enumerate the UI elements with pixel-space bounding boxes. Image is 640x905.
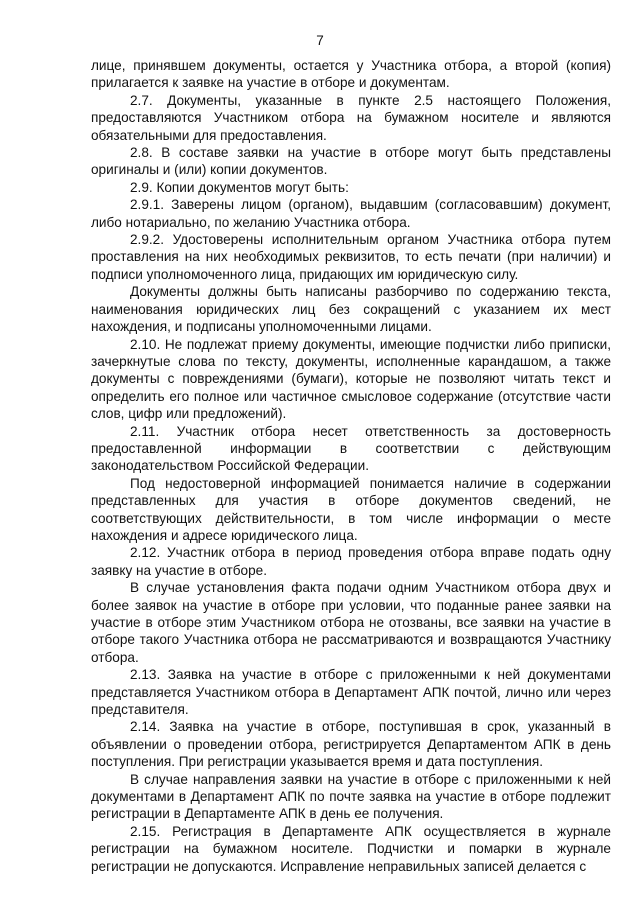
- document-body: [91, 57, 611, 875]
- paragraph-2-9-1: 2.9.1. Заверены лицом (органом), выдавшим (согласовавшим) документ, либо нотариально, по желанию Участника отбора.: [91, 197, 611, 230]
- paragraph-2-8: 2.8. В составе заявки на участие в отборе могут быть представлены оригиналы и (или) копии документов.: [91, 145, 611, 178]
- paragraph-2-14: 2.14. Заявка на участие в отборе, поступившая в срок, указанный в объявлении о проведении отбора, регистрируется Департаментом АПК в день поступления. При регистрации указывается время и дата поступления.: [91, 719, 611, 770]
- paragraph-2-13: 2.13. Заявка на участие в отборе с приложенными к ней документами представляется Участником отбора в Департамент АПК почтой, лично или через представителя.: [91, 667, 611, 718]
- paragraph-2-9-2: 2.9.2. Удостоверены исполнительным органом Участника отбора путем проставления на них необходимых реквизитов, то есть печати (при наличии) и подписи уполномоченного лица, придающих им юридическую силу.: [91, 232, 611, 282]
- page-number: 7: [316, 33, 324, 48]
- paragraph-multiple-applications: В случае установления факта подачи одним Участником отбора двух и более заявок на участие в отборе при условии, что поданные ранее заявки на участие в отборе этим Участником отбора не отозваны, все заявки на участие в отборе такого Участника отбора не рассматриваются и возвращаются Участнику отбора.: [91, 580, 611, 665]
- paragraph-postal-submission: В случае направления заявки на участие в отборе с приложенными к ней документами в Департамент АПК по почте заявка на участие в отборе подлежит регистрации в Департаменте АПК в день ее получения.: [91, 771, 611, 822]
- paragraph-continuation: лице, принявшем документы, остается у Участника отбора, а второй (копия) прилагается к заявке на участие в отборе и документам.: [91, 58, 611, 91]
- paragraph-2-11: 2.11. Участник отбора несет ответственность за достоверность предоставленной информации в соответствии с действующим законодательством Российской Федерации.: [91, 423, 611, 474]
- paragraph-2-12: 2.12. Участник отбора в период проведения отбора вправе подать одну заявку на участие в отборе.: [91, 545, 611, 578]
- paragraph-2-7: 2.7. Документы, указанные в пункте 2.5 настоящего Положения, предоставляются Участником отбора на бумажном носителе и являются обязательными для предоставления.: [91, 92, 611, 143]
- paragraph-2-10: 2.10. Не подлежат приему документы, имеющие подчистки либо приписки, зачеркнутые слова по тексту, документы, исполненные карандашом, а также документы с повреждениями (бумаги), которые не позволяют читать текст и определить его полное или частичное смысловое содержание (отсутствие части слов, цифр или предложений).: [91, 336, 611, 422]
- paragraph-documents-legibility: Документы должны быть написаны разборчиво по содержанию текста, наименования юридических лиц без сокращений с указанием их мест нахождения, и подписаны уполномоченными лицами.: [91, 284, 611, 335]
- paragraph-2-15: 2.15. Регистрация в Департаменте АПК осуществляется в журнале регистрации на бумажном носителе. Подчистки и помарки в журнале регистрации не допускаются. Исправление неправильных записей делается с: [91, 823, 611, 874]
- paragraph-2-9: 2.9. Копии документов могут быть:: [130, 179, 349, 195]
- paragraph-false-information: Под недостоверной информацией понимается наличие в содержании представленных для участия в отборе документов сведений, не соответствующих действительности, в том числе информации о месте нахождения и адресе юридического лица.: [91, 475, 611, 543]
